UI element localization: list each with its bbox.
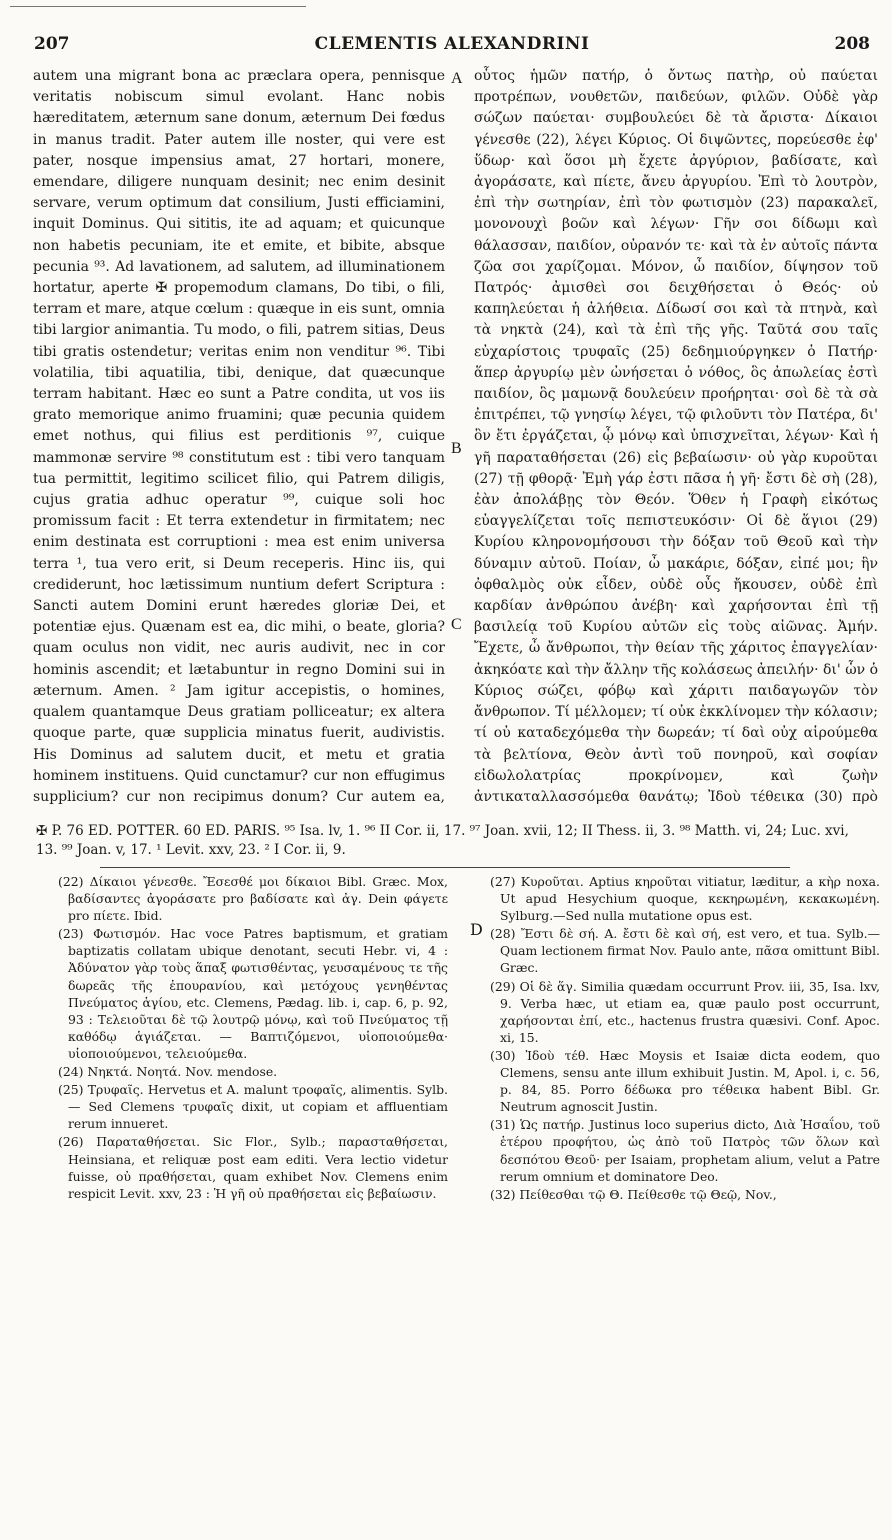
scripture-references: ✠ P. 76 ED. POTTER. 60 ED. PARIS. ⁹⁵ Isa. lv, 1. ⁹⁶ II Cor. ii, 17. ⁹⁷ Joan. xvii, 12; II Thess. ii, 3. ⁹⁸ Matth. vi, 24; Luc. xvi, 13. ⁹⁹ Joan. v, 17. ¹ Levit. xxv, 23. ² I Cor. ii, 9. [36, 823, 849, 858]
note-22: (22) Δίκαιοι γένεσθε. Ἔσεσθέ μοι δίκαιοι Bibl. Græc. Mox, βαδίσαντες ἀγοράσατε pro βαδίσατε καὶ ἀγ. Dein φάγετε pro πίετε. Ibid. [58, 874, 448, 924]
latin-text: autem una migrant bona ac præclara opera, pennisque veritatis nobiscum simul evolant. Hanc nobis hæreditatem, æternum sane donum, æternum Dei fœdus in manus tradit. Pater autem ille noster, qui vere est pater, nosque impensius amat, 27 hortari, monere, emendare, diligere nunquam desinit; nec enim desinit servare, verum optimum dat consilium, Justi efficiamini, inquit Dominus. Qui sititis, ite ad aquam; et quicunque non habetis pecuniam, ite et emite, et bibite, absque pecunia ⁹³. Ad lavationem, ad salutem, ad illuminationem hortatur, aperte ✠ propemodum clamans, Do tibi, o fili, terram et mare, atque cœlum : quæque in eis sunt, omnia tibi largior animantia. Tu modo, o fili, patrem sitias, Deus tibi gratis ostendetur; veritas enim non venditur ⁹⁶. Tibi volatilia, tibi aquatilia, tibi, denique, dat quæcunque terram habitant. Hæc eo sunt a Patre condita, ut vos iis grato memorique animo fruamini; quæ pecunia quidem emet nothus, qui filius est perditionis ⁹⁷, cuique mammonæ servire ⁹⁸ constitutum est : tibi vero tanquam tua permittit, legitimo scilicet filio, qui Patrem diligis, cujus gratia adhuc operatur ⁹⁹, cuique soli hoc promissum facit : Et terra extendetur in firmitatem; nec enim destinata est corruptioni : mea est enim universa terra ¹, tua vero erit, si Deum receperis. Hinc iis, qui crediderunt, hoc lætissimum nuntium defert Scriptura : Sancti autem Domini erunt hæredes gloriæ Dei, et potentiæ ejus. Quænam est ea, dic mihi, o beate, gloria? quam oculus non vidit, nec auris audivit, nec in cor hominis ascendit; et lætabuntur in regno Domini sui in æternum. Amen. ² Jam igitur accepistis, o homines, qualem quantamque Deus gratiam polliceatur; ex altera quoque parte, quæ supplicia minatus fuerit, audivistis. His Dominus ad salutem ducit, et metu et gratia hominem instituens. Quid cunctamur? cur non effugimus supplicium? cur non recipimus donum? Cur autem ea, [33, 68, 445, 805]
note-30: (30) Ἰδοὺ τέθ. Hæc Moysis et Isaiæ dicta eodem, quo Clemens, sensu ante illum exhibuit Justin. M, Apol. i, c. 56, p. 84, 85. Porro δέδωκα pro τέθεικα habent Bibl. Gr. Neutrum agnoscit Justin. [490, 1047, 880, 1115]
margin-marker-b: B [451, 440, 462, 457]
page-number-left: 207 [34, 34, 70, 54]
note-28: (28) Ἔστι δὲ σή. A. ἔστι δὲ καὶ σή, est vero, et tua. Sylb.—Quam lectionem firmat Nov. Paulo ante, πᾶσα omittunt Bibl. Græc. [490, 926, 880, 976]
page-number-right: 208 [834, 34, 870, 54]
running-title: CLEMENTIS ALEXANDRINI [314, 34, 590, 54]
notes-rule [100, 867, 790, 868]
notes-right-column [490, 873, 880, 1533]
note-25: (25) Τρυφαῖς. Hervetus et A. malunt τροφαῖς, alimentis. Sylb. — Sed Clemens τρυφαῖς dixit, ut copiam et affluentiam rerum innueret. [58, 1082, 448, 1132]
margin-marker-d: D [470, 920, 483, 939]
note-31: (31) Ὡς πατήρ. Justinus loco superius dicto, Διὰ Ἡσαΐου, τοῦ ἑτέρου προφήτου, ὡς ἀπὸ τοῦ Πατρὸς τῶν ὅλων καὶ δεσπότου Θεοῦ· per Isaiam, prophetam alium, velut a Patre rerum omnium et dominatore Deo. [490, 1117, 880, 1184]
note-27: (27) Κυροῦται. Aptius κηροῦται vitiatur, læditur, a κὴρ noxa. Ut apud Hesychium quoque, κεκηρωμένη, κεκακωμένη. Sylburg.—Sed nulla mutatione opus est. [490, 874, 880, 924]
notes-left-column [58, 873, 448, 1533]
top-rule [10, 6, 306, 7]
note-23: (23) Φωτισμόν. Hac voce Patres baptismum, et gratiam baptizatis collatam ubique denotant, secuti Hebr. vi, 4 : Ἀδύνατον γὰρ τοὺς ἅπαξ φωτισθέντας, γευσαμένους τε τῆς δωρεᾶς τῆς ἐπουρανίου, καὶ μετόχους γενηθέντας Πνεύματος ἁγίου, etc. Clemens, Pædag. lib. i, cap. 6, p. 92, 93 : Τελειοῦται δὲ τῷ λουτρῷ μόνῳ, καὶ τοῦ Πνεύματος τῇ καθόδῳ ἁγιάζεται. — Βαπτιζόμενοι, υἱοποιούμεθα· υἱοποιούμενοι, τελειούμεθα. [58, 926, 448, 1061]
margin-marker-a: A [451, 70, 463, 87]
note-32: (32) Πείθεσθαι τῷ Θ. Πείθεσθε τῷ Θεῷ, Nov., [490, 1186, 777, 1202]
note-26: (26) Παραταθήσεται. Sic Flor., Sylb.; παρασταθήσεται, Heinsiana, et reliquæ post eam editi. Vera lectio videtur fuisse, οὐ πραθήσεται, quam exhibet Nov. Clemens enim respicit Levit. xxv, 23 : Ἡ γῆ οὐ πραθήσεται εἰς βεβαίωσιν. [58, 1134, 448, 1201]
latin-column [33, 66, 445, 810]
margin-marker-c: C [451, 616, 462, 633]
note-24: (24) Νηκτά. Νοητά. Nov. mendose. [58, 1064, 278, 1080]
page-header [34, 34, 870, 58]
greek-text: οὗτος ἡμῶν πατήρ, ὁ ὄντως πατὴρ, οὐ παύεται προτρέπων, νουθετῶν, παιδεύων, φιλῶν. Οὐδὲ γὰρ σώζων παύεται· συμβουλεύει δὲ τὰ ἄριστα· Δίκαιοι γένεσθε (22), λέγει Κύριος. Οἱ διψῶντες, πορεύεσθε ἐφ' ὕδωρ· καὶ ὅσοι μὴ ἔχετε ἀργύριον, βαδίσατε, καὶ ἀγοράσατε, καὶ πίετε, ἄνευ ἀργυρίου. Ἐπὶ τὸ λουτρὸν, ἐπὶ τὴν σωτηρίαν, ἐπὶ τὸν φωτισμὸν (23) παρακαλεῖ, μονονουχὶ βοῶν καὶ λέγων· Γῆν σοι δίδωμι καὶ θάλασσαν, παιδίον, οὐρανόν τε· καὶ τὰ ἐν αὐτοῖς πάντα ζῶα σοι χαρίζομαι. Μόνον, ὦ παιδίον, δίψησον τοῦ Πατρός· ἀμισθεὶ σοι δειχθήσεται ὁ Θεός· οὐ καπηλεύεται ἡ ἀλήθεια. Δίδωσί σοι καὶ τὰ πτηνὰ, καὶ τὰ νηκτὰ (24), καὶ τὰ ἐπὶ τῆς γῆς. Ταῦτά σου ταῖς εὐχαρίστοις τρυφαῖς (25) δεδημιούργηκεν ὁ Πατήρ· ἅπερ ἀργυρίῳ μὲν ὠνήσεται ὁ νόθος, ὃς ἀπωλείας ἐστὶ παιδίον, ὃς μαμωνᾷ δουλεύειν προήρηται· σοὶ δὲ τὰ σὰ ἐπιτρέπει, τῷ γνησίῳ λέγει, τῷ φιλοῦντι τὸν Πατέρα, δι' ὃν ἔτι ἐργάζεται, ᾧ μόνῳ καὶ ὑπισχνεῖται, λέγων· Καὶ ἡ γῆ παραταθήσεται (26) εἰς βεβαίωσιν· οὐ γὰρ κυροῦται (27) τῇ φθορᾷ· Ἐμὴ γάρ ἐστι πᾶσα ἡ γῆ· ἔστι δὲ σὴ (28), ἐὰν ἀπολάβῃς τὸν Θεόν. Ὅθεν ἡ Γραφὴ εἰκότως εὐαγγελίζεται τοῖς πεπιστευκόσιν· Οἱ δὲ ἅγιοι (29) Κυρίου κληρονομήσουσι τὴν δόξαν τοῦ Θεοῦ καὶ τὴν δύναμιν αὐτοῦ. Ποίαν, ὦ μακάριε, δόξαν, εἰπέ μοι; ἣν ὀφθαλμὸς οὐκ εἶδεν, οὐδὲ οὖς ἤκουσεν, οὐδὲ ἐπὶ καρδίαν ἀνθρώπου ἀνέβη· καὶ χαρήσονται ἐπὶ τῇ βασιλείᾳ τοῦ Κυρίου αὐτῶν εἰς τοὺς αἰῶνας. Ἀμήν. Ἔχετε, ὦ ἄνθρωποι, τὴν θείαν τῆς χάριτος ἐπαγγελίαν· ἀκηκόατε καὶ τὴν ἄλλην τῆς κολάσεως ἀπειλήν· δι' ὧν ὁ Κύριος σώζει, φόβῳ καὶ χάριτι παιδαγωγῶν τὸν ἄνθρωπον. Τί μέλλομεν; τί οὐκ ἐκκλίνομεν τὴν κόλασιν; τί οὐ καταδεχόμεθα τὴν δωρεάν; τί δαὶ οὐχ αἱρούμεθα τὰ βελτίονα, Θεὸν ἀντὶ τοῦ πονηροῦ, καὶ σοφίαν εἰδωλολατρίας προκρίνομεν, καὶ ζωὴν ἀντικαταλλασσόμεθα θανάτῳ; Ἰδοὺ τέθεικα (30) πρὸ [474, 68, 878, 805]
note-29: (29) Οἱ δὲ ἅγ. Similia quædam occurrunt Prov. iii, 35, Isa. lxv, 9. Verba hæc, ut etiam ea, quæ paulo post occurrunt, χαρήσονται ἐπί, etc., hactenus frustra quæsivi. Conf. Apoc. xi, 15. [490, 978, 880, 1045]
greek-column [474, 66, 878, 810]
